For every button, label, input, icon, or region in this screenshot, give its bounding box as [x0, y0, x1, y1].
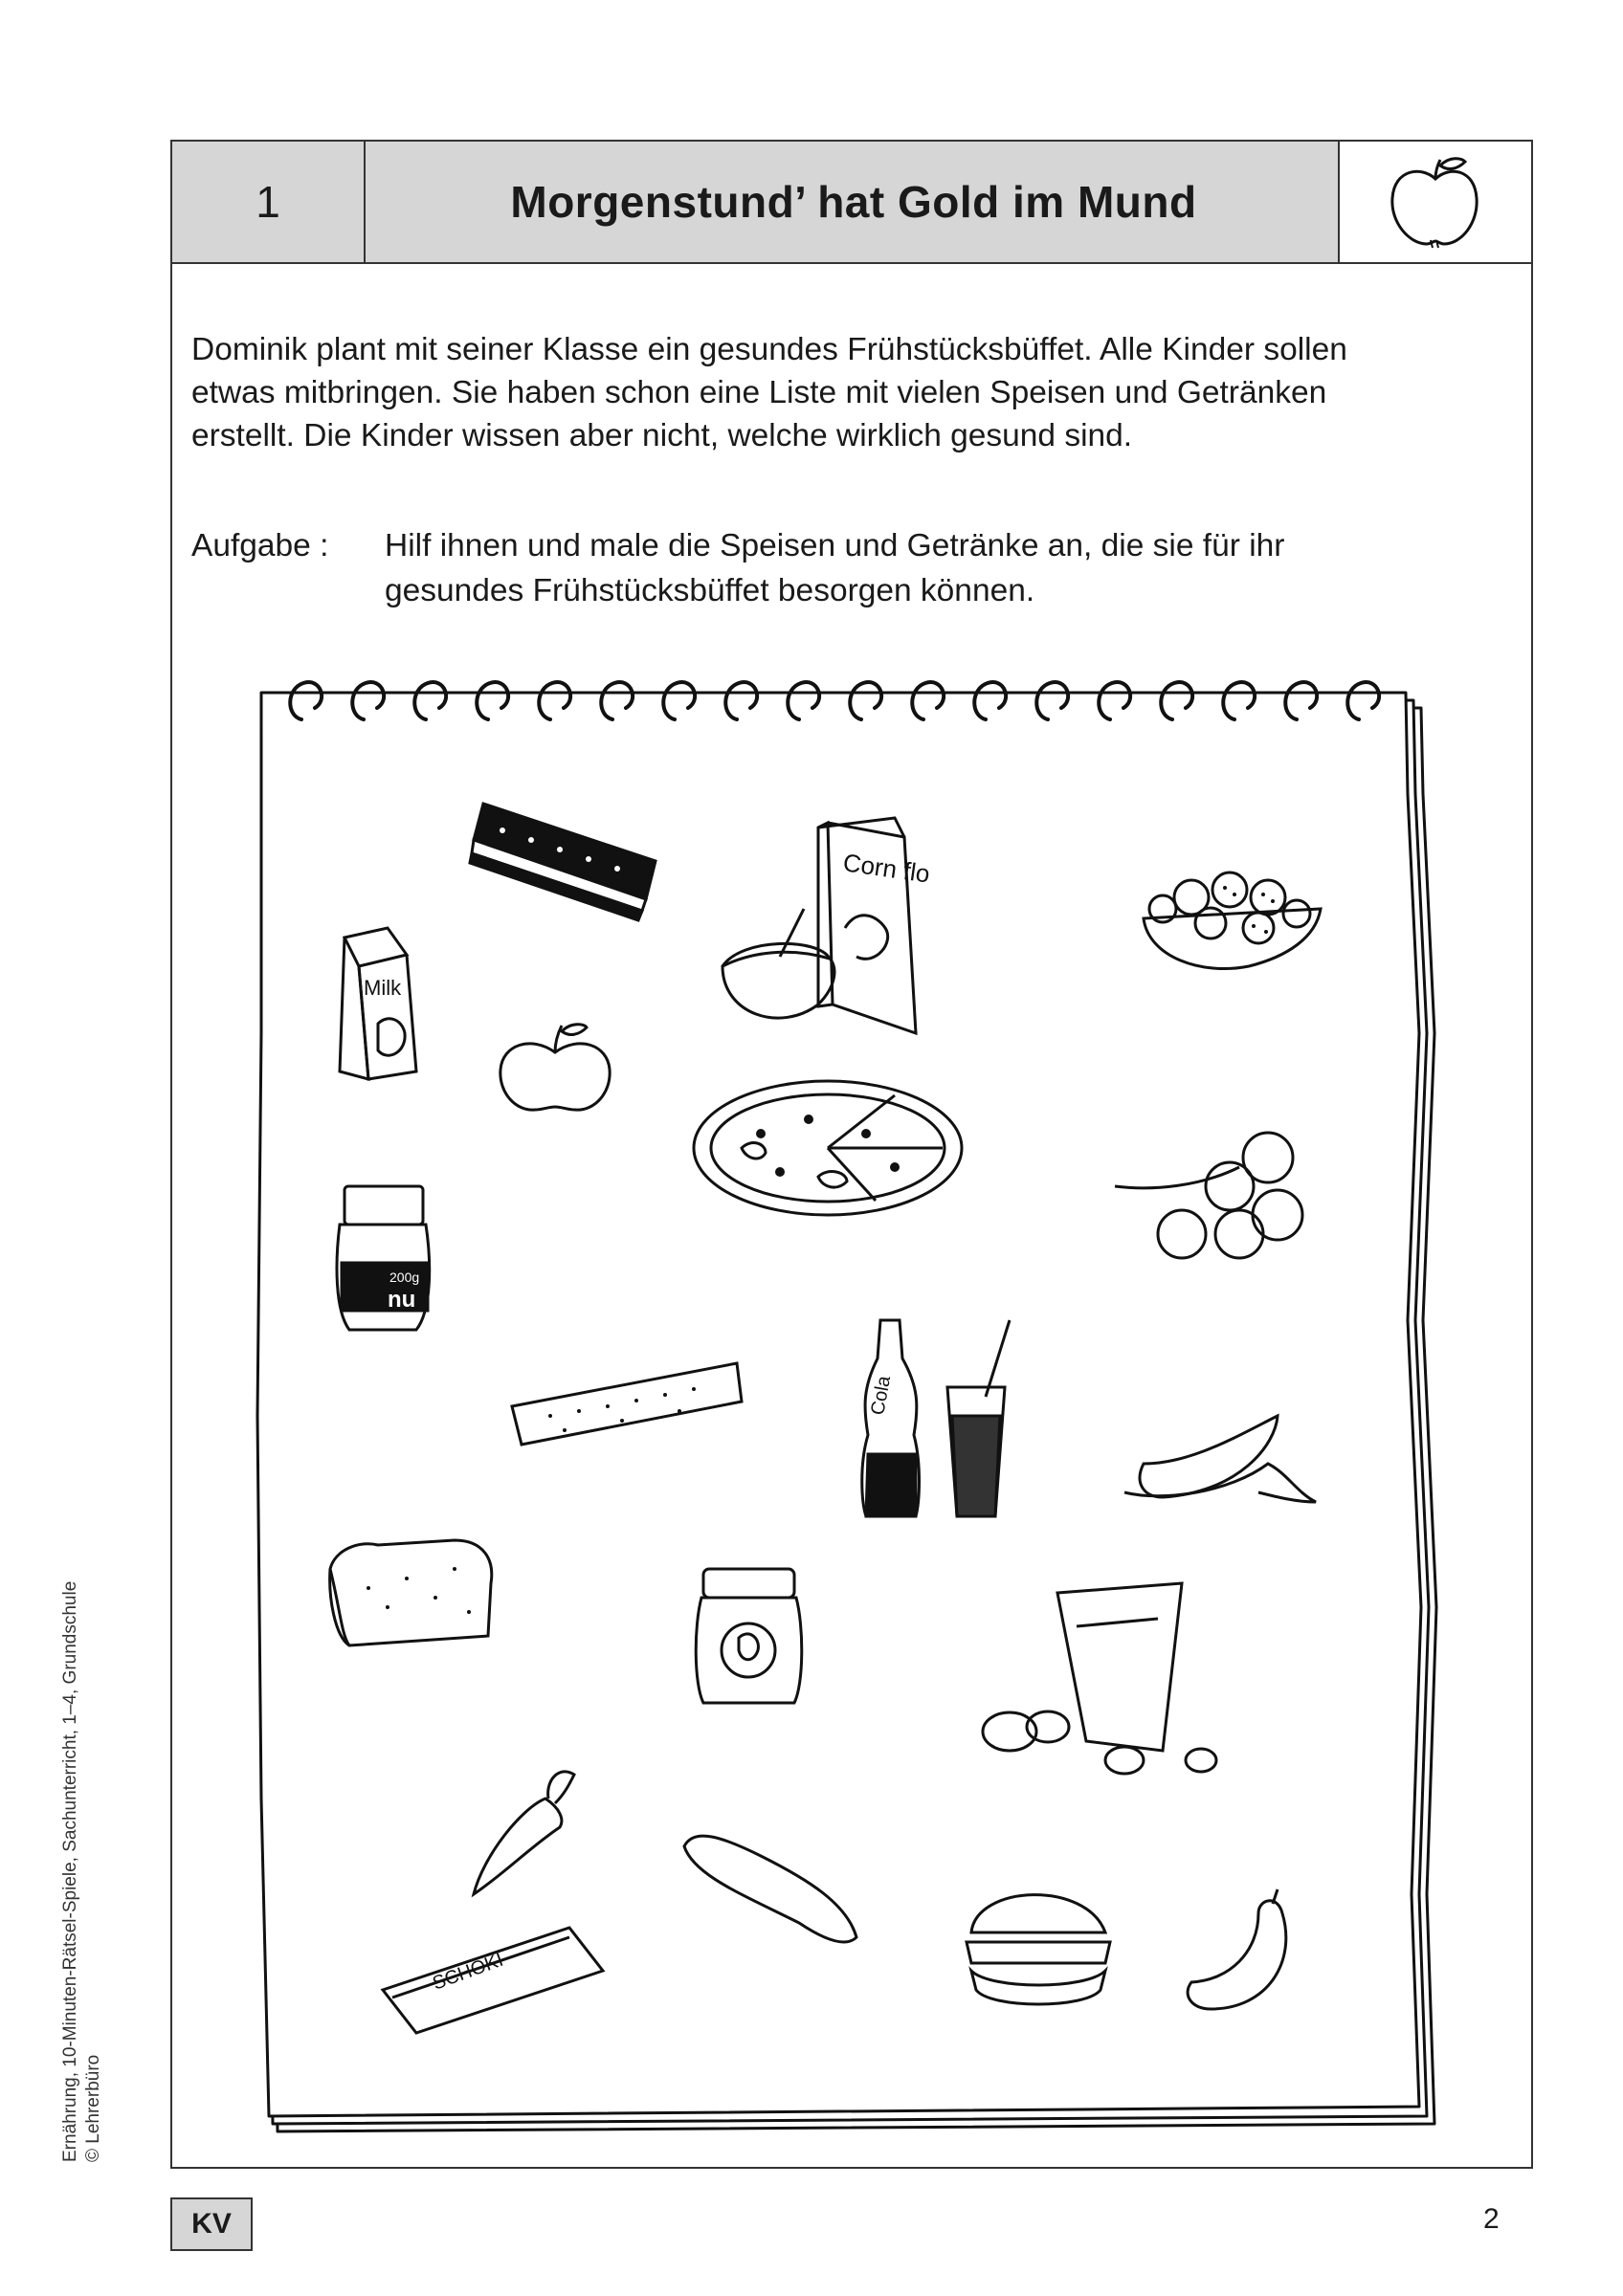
credit-line: © Lehrerbüro	[83, 2054, 103, 2162]
notepad-illustration	[244, 651, 1440, 2143]
intro-line: erstellt. Die Kinder wissen aber nicht, welche wirklich gesund sind.	[191, 418, 1133, 453]
intro-line: etwas mitbringen. Sie haben schon eine Liste mit vielen Speisen und Getränken	[191, 375, 1327, 410]
notepad-page-front	[257, 693, 1421, 2116]
worksheet-number: 1	[172, 142, 366, 262]
svg-text:Corn flo: Corn flo	[841, 848, 932, 889]
task-line: gesundes Frühstücksbüffet besorgen können.	[385, 573, 1035, 608]
svg-text:nu: nu	[388, 1287, 416, 1313]
copyright-credit	[59, 1435, 105, 2162]
worksheet-header	[170, 140, 1533, 264]
intro-line: Dominik plant mit seiner Klasse ein gesundes Frühstücksbüffet. Alle Kinder sollen	[191, 332, 1347, 367]
credit-line: Ernährung, 10-Minuten-Rätsel-Spiele, Sachunterricht, 1–4, Grundschule	[60, 1580, 80, 2162]
svg-text:200g: 200g	[389, 1269, 420, 1285]
svg-text:SCHOKI: SCHOKI	[430, 1949, 506, 1995]
intro-paragraph	[191, 328, 1512, 457]
svg-text:Milk: Milk	[364, 976, 402, 1000]
task-line: Hilf ihnen und male die Speisen und Getränke an, die sie für ihr	[385, 528, 1285, 563]
worksheet-title: Morgenstund’ hat Gold im Mund	[510, 177, 1197, 227]
header-icon-cell	[1338, 142, 1531, 262]
kv-badge: KV	[170, 2197, 253, 2251]
task-text	[385, 523, 1485, 613]
task-label: Aufgabe :	[191, 528, 329, 563]
page-number: 2	[1483, 2203, 1500, 2235]
svg-text:Cola: Cola	[867, 1374, 896, 1417]
apple-icon	[1383, 152, 1488, 253]
